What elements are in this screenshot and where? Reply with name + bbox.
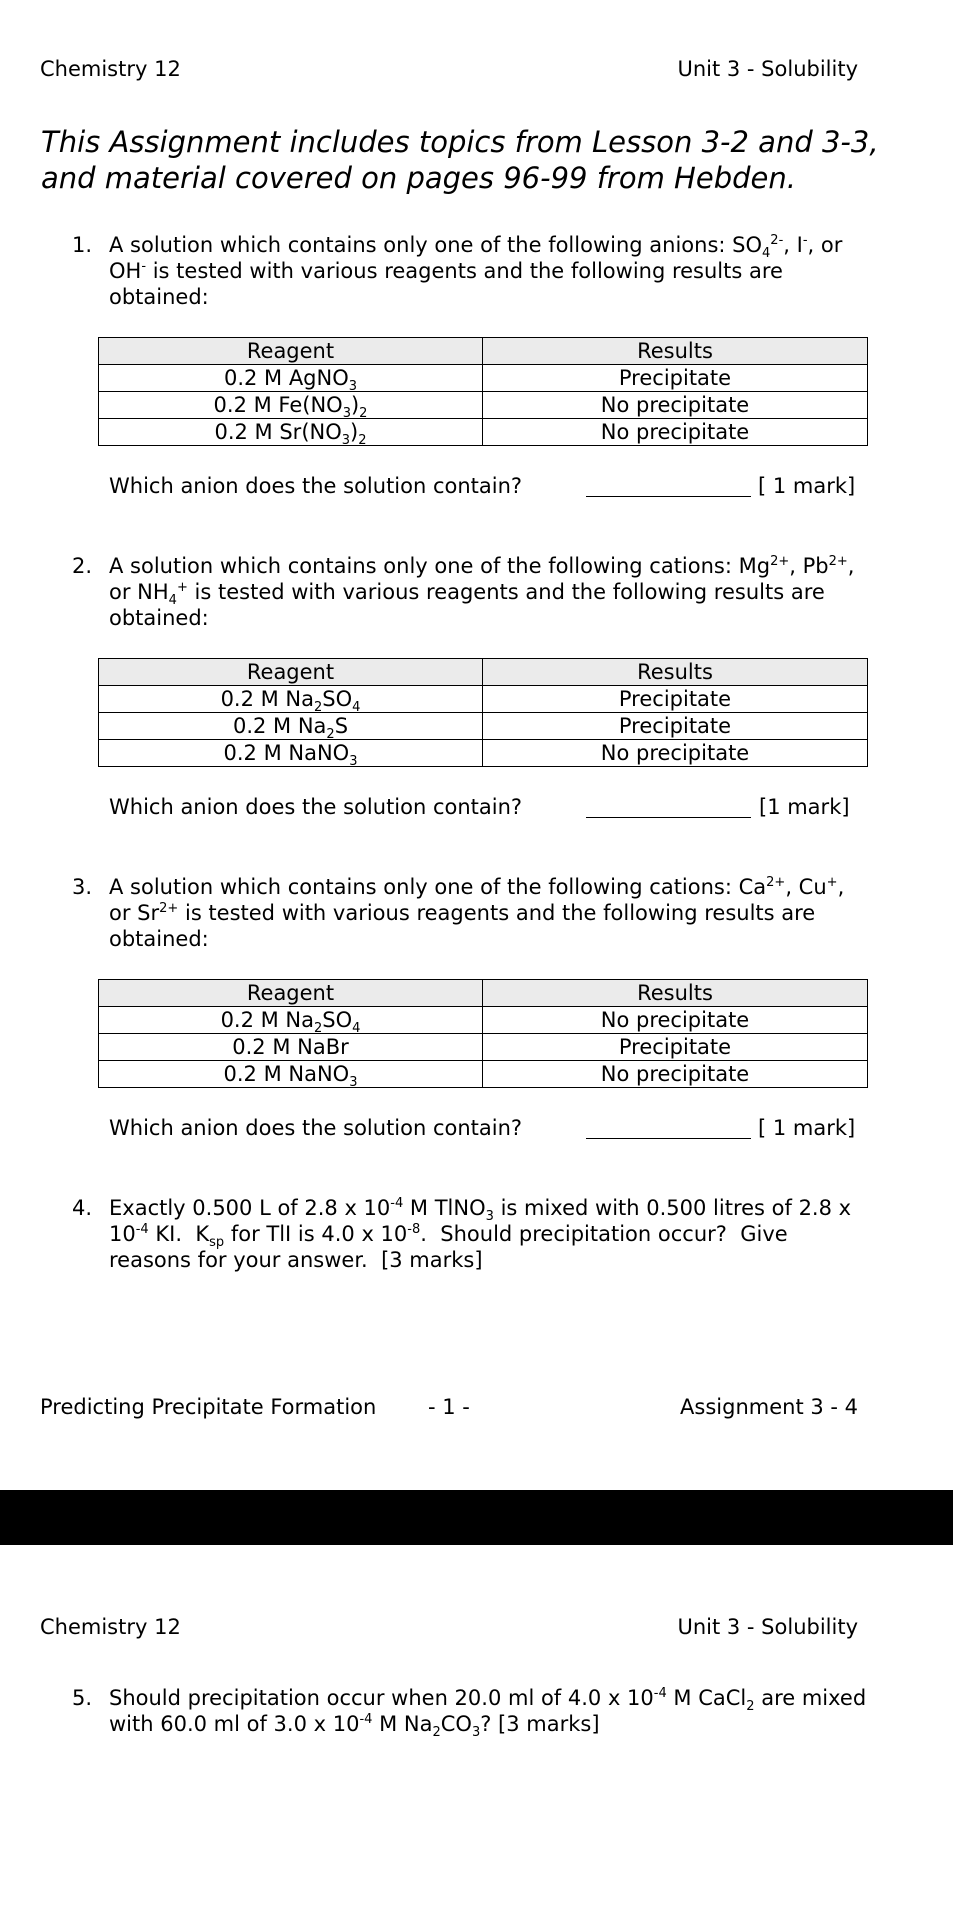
results-table-2 [98, 658, 868, 770]
table-row: 0.2 M $Na_2SO_4$ No precipitate [99, 1007, 868, 1034]
question-text: Should precipitation occur when 20.0 ml of 4.0 x $10^{-4}$ M CaCl$_2$ are mixed with 60.0 ml of 3.0 x $10^{-4}$ M $Na_2CO_3$? [3 marks] [109, 1686, 867, 1741]
table-row: 0.2 M NaNO$_3$ No precipitate [99, 1061, 868, 1088]
reagent-header: Reagent [99, 338, 483, 365]
table-row: 0.2 M $Sr(NO_3)_2$ No precipitate [99, 419, 868, 446]
marks-label: [ 1 mark] [758, 474, 856, 498]
question-text: A solution which contains only one of the following cations: $Ca^{2+}$, Cu+, or $Sr^{2+}$ is tested with various reagents and the following results are obtained: [109, 875, 845, 951]
results-header: Results [483, 980, 868, 1007]
question-number: 2. [72, 554, 93, 578]
marks-label: [ 1 mark] [758, 1116, 856, 1140]
question-4 [72, 1195, 872, 1273]
unit-title: Unit 3 - Solubility [677, 1615, 858, 1639]
question-number: 5. [72, 1686, 93, 1710]
question-text: A solution which contains only one of the following cations: $Mg^{2+}$, $Pb^{2+}$, or $NH_4^+$ is tested with various reagents and the following results are obtained: [109, 554, 855, 630]
table-row: 0.2 M $Fe(NO_3)_2$ No precipitate [99, 392, 868, 419]
marks-label: [1 mark] [759, 795, 850, 819]
answer-blank[interactable] [586, 1114, 751, 1139]
question-prompt: Which anion does the solution contain? [109, 1116, 523, 1140]
results-table-1 [98, 337, 868, 449]
unit-title: Unit 3 - Solubility [677, 57, 858, 81]
question-prompt: Which anion does the solution contain? [109, 474, 523, 498]
question-number: 4. [72, 1196, 93, 1220]
question-prompt: Which anion does the solution contain? [109, 795, 523, 819]
assignment-intro [41, 124, 901, 196]
footer-assignment: Assignment 3 - 4 [680, 1395, 858, 1419]
course-title: Chemistry 12 [40, 57, 181, 81]
question-text: Exactly 0.500 L of 2.8 x $10^{-4}$ M TlNO$_3$ is mixed with 0.500 litres of 2.8 x $10^{-4}$ KI. $K_{sp}$ for TlI is 4.0 x $10^{-8}$. Should precipitation occur? Give reasons for your answer. [3 marks] [109, 1196, 852, 1272]
answer-blank[interactable] [586, 793, 751, 818]
question-3 [72, 874, 872, 952]
page-2 [0, 1545, 953, 1920]
results-table-3 [98, 979, 868, 1091]
reagent-header: Reagent [99, 659, 483, 686]
intro-line-2: and material covered on pages 96-99 from Hebden. [41, 161, 796, 195]
intro-line-1: This Assignment includes topics from Lesson 3-2 and 3-3, [41, 125, 879, 159]
table-row: 0.2 M $Na_2S$ Precipitate [99, 713, 868, 740]
answer-blank[interactable] [586, 472, 751, 497]
results-header: Results [483, 338, 868, 365]
page-number: - 1 - [428, 1395, 470, 1419]
course-title: Chemistry 12 [40, 1615, 181, 1639]
page-separator [0, 1490, 953, 1545]
question-1 [72, 232, 872, 310]
reagent-header: Reagent [99, 980, 483, 1007]
question-5 [72, 1685, 872, 1741]
results-header: Results [483, 659, 868, 686]
question-number: 1. [72, 233, 93, 257]
table-row: 0.2 M AgNO$_3$ Precipitate [99, 365, 868, 392]
question-text: A solution which contains only one of the following anions: $SO_4^{2-}$, I-, or OH- is tested with various reagents and the following results are obtained: [109, 233, 843, 309]
table-row: 0.2 M $Na_2SO_4$ Precipitate [99, 686, 868, 713]
question-number: 3. [72, 875, 93, 899]
table-row: 0.2 M NaNO$_3$ No precipitate [99, 740, 868, 767]
question-2 [72, 553, 872, 631]
footer-title: Predicting Precipitate Formation [40, 1395, 377, 1419]
table-row: 0.2 M NaBr Precipitate [99, 1034, 868, 1061]
